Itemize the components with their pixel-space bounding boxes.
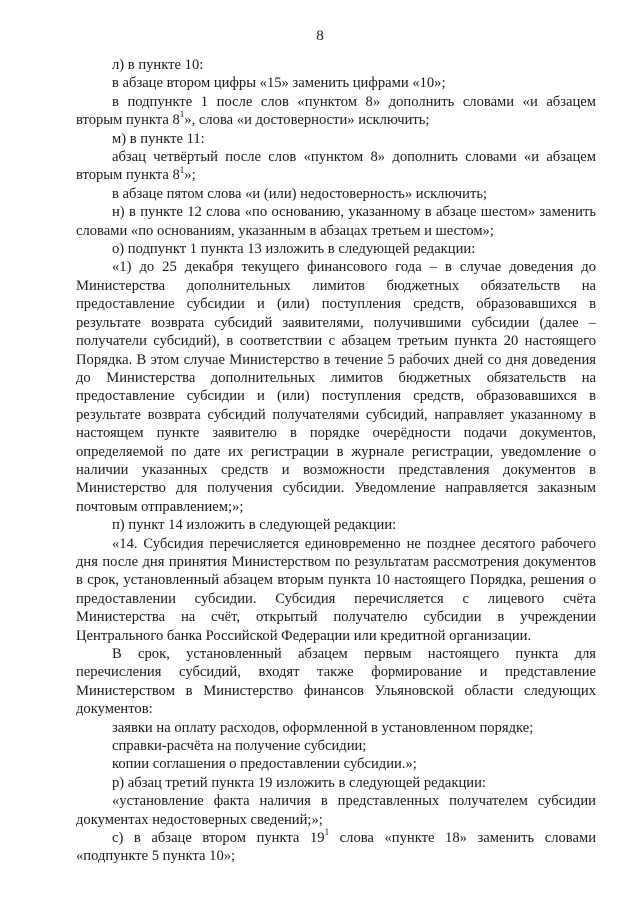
document-body <box>76 56 596 866</box>
paragraph <box>76 93 596 130</box>
paragraph-s <box>76 829 596 866</box>
text-run: с) в абзаце втором пункта 19 <box>112 830 325 847</box>
text-run: »; <box>184 167 196 184</box>
paragraph-quoted: «14. Субсидия перечисляется единовременно не позднее десятого рабочего дня после дня принятия Министерством по результатам рассмотрения документов в срок, установленный абзацем вторым пункта 10 настоящего Порядка, решения о предоставлении субсидии. Субсидия перечисляется с лицевого счёта Министерства на счёт, открытый получателю субсидии в учреждении Центрального банка Российской Федерации или кредитной организации. <box>76 535 596 644</box>
paragraph <box>76 148 596 185</box>
list-item: справки-расчёта на получение субсидии; <box>112 738 367 755</box>
paragraph-p: п) пункт 14 изложить в следующей редакции: <box>112 517 397 534</box>
text-run: », слова «и достоверности» исключить; <box>184 112 430 129</box>
paragraph-r: р) абзац третий пункта 19 изложить в следующей редакции: <box>112 774 486 791</box>
text-run: в подпункте 1 после слов «пунктом 8» дополнить словами «и абзацем вторым пункта 8 <box>76 93 596 129</box>
superscript: 1 <box>324 827 330 838</box>
paragraph: в абзаце втором цифры «15» заменить цифрами «10»; <box>112 75 446 92</box>
paragraph: В срок, установленный абзацем первым настоящего пункта для перечисления субсидий, входят также формирование и представление Министерством в Министерство финансов Ульяновской области следующих документов: <box>76 646 596 718</box>
superscript: 1 <box>179 164 185 175</box>
text-run: абзац четвёртый после слов «пунктом 8» дополнить словами «и абзацем вторым пункта 8 <box>76 149 596 184</box>
paragraph: в абзаце пятом слова «и (или) недостоверность» исключить; <box>112 185 488 202</box>
list-item: заявки на оплату расходов, оформленной в установленном порядке; <box>112 719 534 736</box>
paragraph-l: л) в пункте 10: <box>112 57 204 73</box>
text-run: слова «пункте 18» заменить словами «подпункте 5 пункта 10»; <box>76 830 596 865</box>
paragraph-o: о) подпункт 1 пункта 13 изложить в следующей редакции: <box>112 241 476 258</box>
paragraph-quoted: «1) до 25 декабря текущего финансового года – в случае доведения до Министерства дополнительных лимитов бюджетных обязательств на предоставление субсидии и (или) поступления средств, образовавшихся в результате возврата субсидий заявителями, получившими субсидии (далее – получатели субсидий), в соответствии с абзацем третьим пункта 20 настоящего Порядка. В этом случае Министерство в течение 5 рабочих дней со дня доведения до Министерства дополнительных лимитов бюджетных обязательств на предоставление субсидии и (или) поступления средств, образовавшихся в результате возврата субсидий получателями субсидий, направляет указанному в настоящем пункте заявителю в порядке очерёдности подачи документов, определяемой по дате их регистрации в журнале регистрации, уведомление о наличии указанных средств и возможности представления документов в Министерство для получения субсидии. Уведомление направляется заказным почтовым отправлением;»; <box>76 259 596 515</box>
page-number: 8 <box>316 28 324 44</box>
paragraph-quoted: «установление факта наличия в представленных получателем субсидии документах недостоверных сведений;»; <box>76 793 596 828</box>
list-item: копии соглашения о предоставлении субсидии.»; <box>112 756 417 773</box>
paragraph-m: м) в пункте 11: <box>112 130 205 147</box>
superscript: 1 <box>179 109 185 120</box>
paragraph-n: н) в пункте 12 слова «по основанию, указанному в абзаце шестом» заменить словами «по основаниям, указанным в абзацах третьем и шестом»; <box>76 204 596 239</box>
